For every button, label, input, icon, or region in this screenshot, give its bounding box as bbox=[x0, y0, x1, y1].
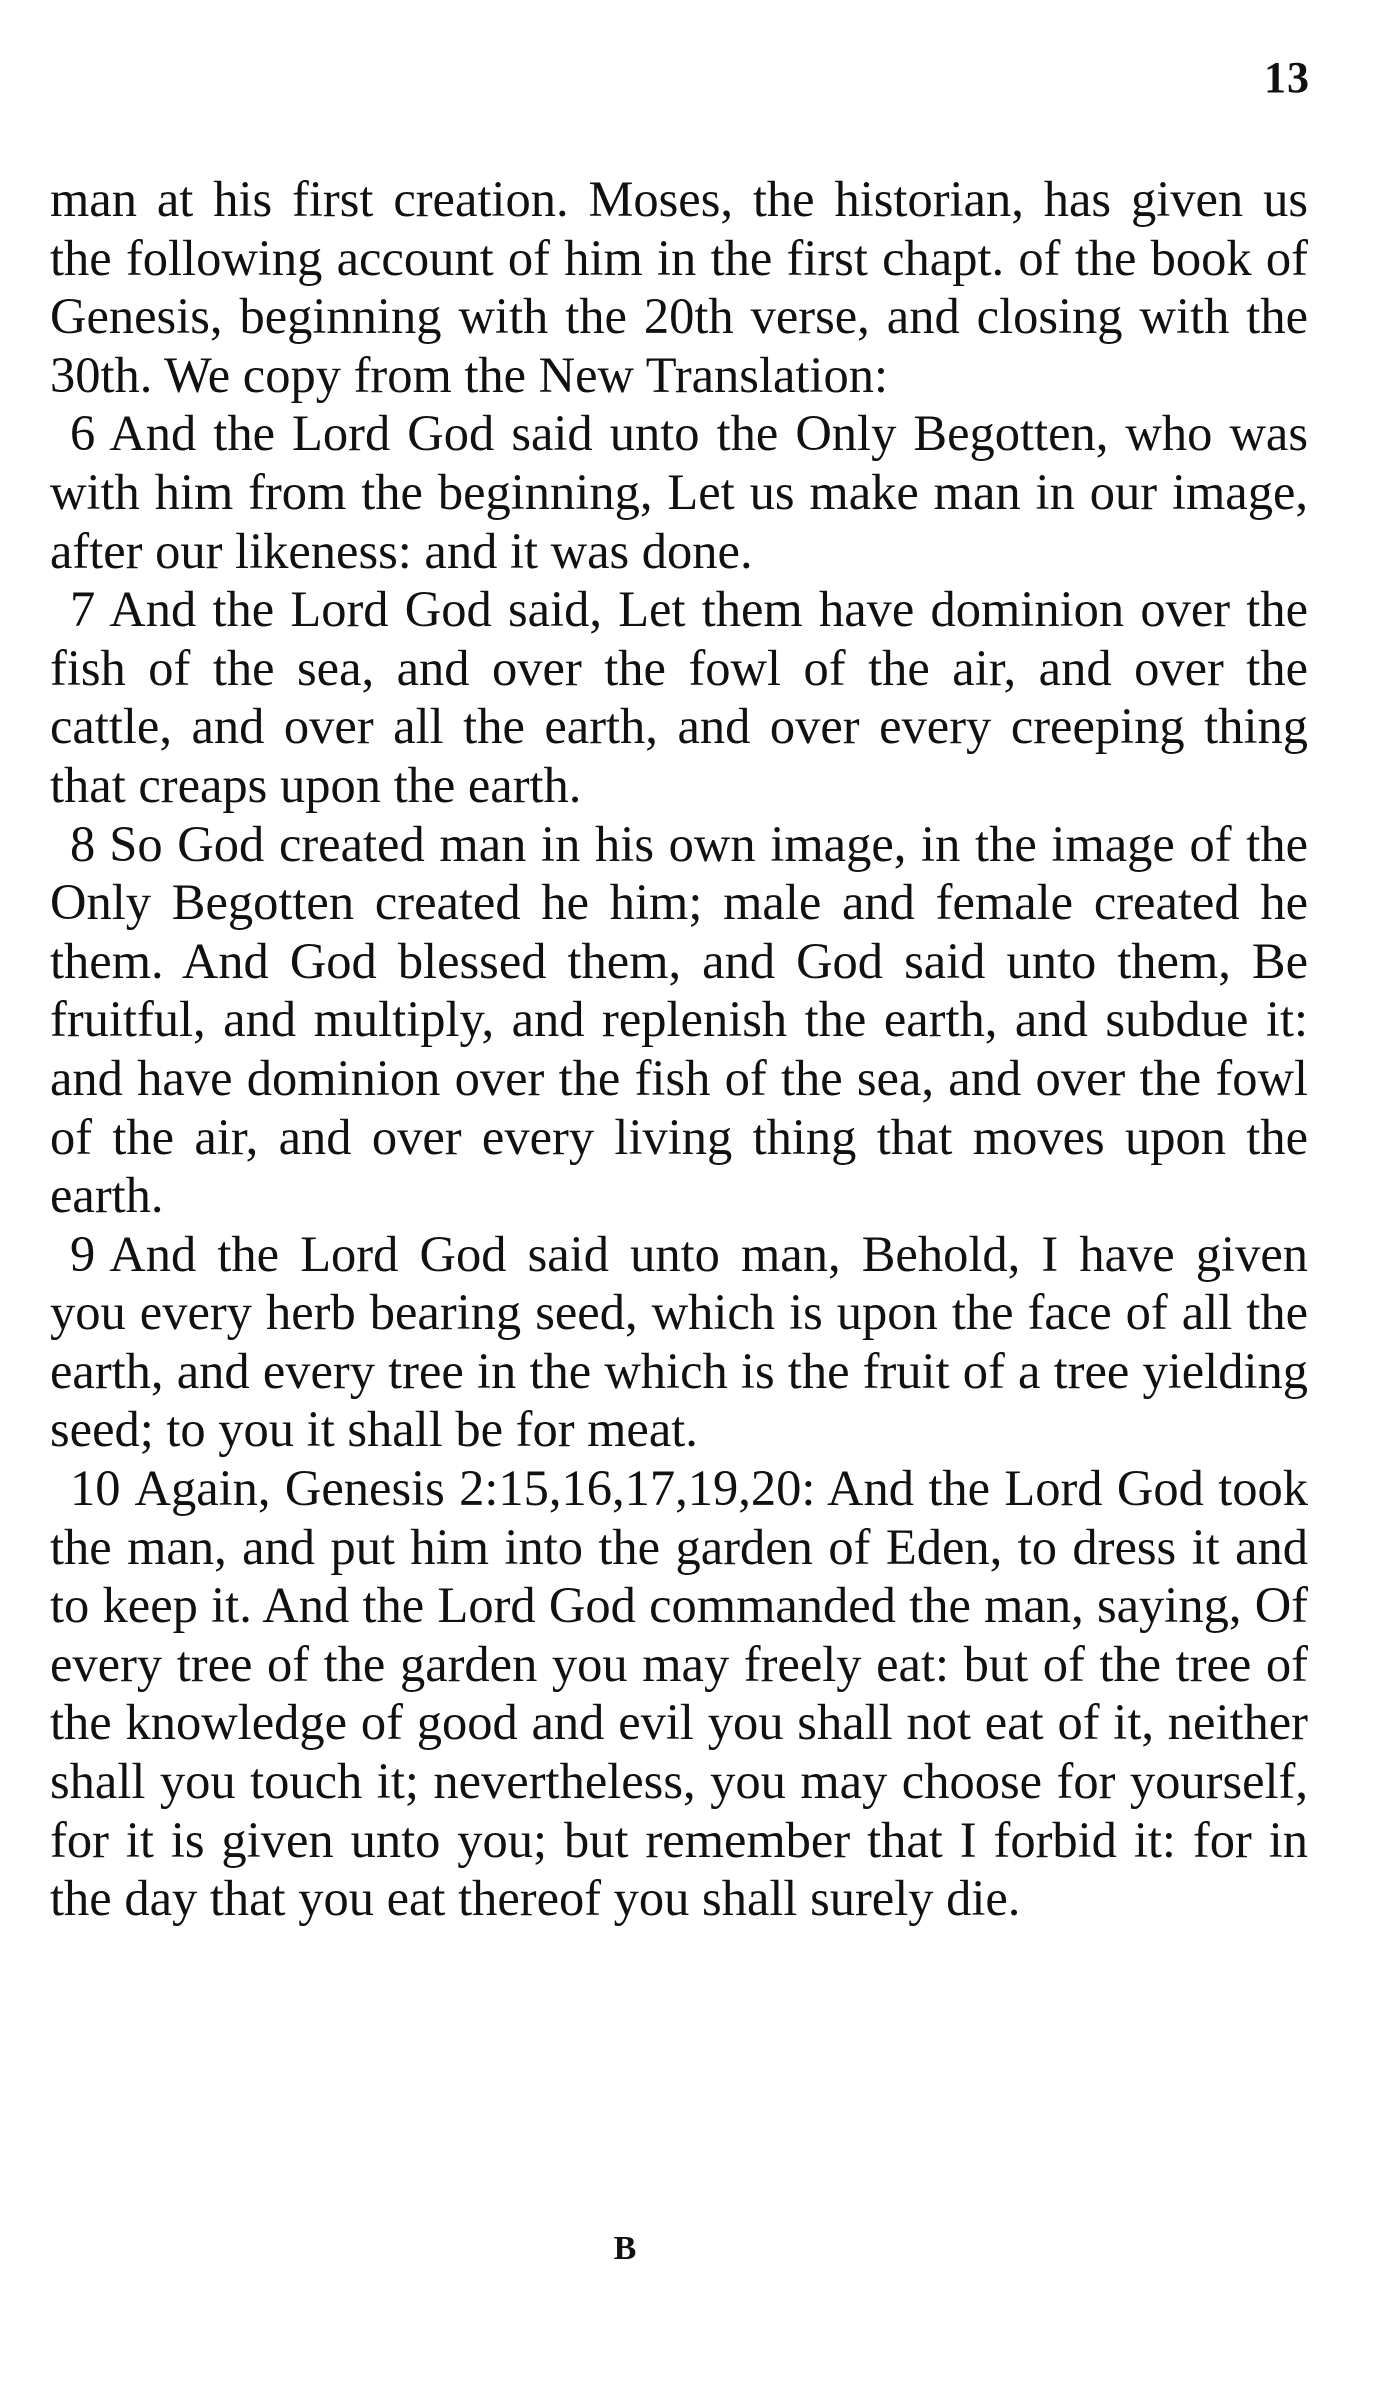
verse-text: And the Lord God said unto the Only Begotten, who was with him from the beginning, Let us make man in our image, after our likeness: and it was done. bbox=[50, 405, 1308, 579]
verse-text: So God created man in his own image, in the image of the Only Begotten created he him; male and female created he them. And God blessed them, and God said unto them, Be fruitful, and multiply, and replenish the earth, and subdue it: and have dominion over the fish of the sea, and over the fowl of the air, and over every living thing that moves upon the earth. bbox=[50, 815, 1308, 1224]
paragraph-intro bbox=[50, 170, 1308, 404]
body-text bbox=[50, 170, 1308, 1928]
verse-7 bbox=[50, 580, 1308, 814]
verse-text: Again, Genesis 2:15,16,17,19,20: And the Lord God took the man, and put him into the garden of Eden, to dress it and to keep it. And the Lord God commanded the man, saying, Of every tree of the garden you may freely eat: but of the tree of the knowledge of good and evil you shall not eat of it, neither shall you touch it; nevertheless, you may choose for yourself, for it is given unto you; but remember that I forbid it: for in the day that you eat thereof you shall surely die. bbox=[50, 1460, 1308, 1927]
verse-number: 7 bbox=[70, 581, 96, 638]
paragraph-text: man at his first creation. Moses, the historian, has given us the following account of him in the first chapt. of the book of Genesis, beginning with the 20th verse, and closing with the 30th. We copy from the New Translation: bbox=[50, 171, 1308, 403]
verse-8 bbox=[50, 815, 1308, 1225]
verse-9 bbox=[50, 1225, 1308, 1459]
verse-text: And the Lord God said, Let them have dominion over the fish of the sea, and over the fowl of the air, and over the cattle, and over all the earth, and over every creeping thing that creaps upon the earth. bbox=[50, 581, 1308, 813]
signature-mark: B bbox=[613, 2230, 637, 2267]
verse-number: 6 bbox=[70, 405, 96, 462]
page-number: 13 bbox=[1264, 53, 1310, 102]
verse-number: 8 bbox=[70, 815, 96, 872]
verse-text: And the Lord God said unto man, Behold, I have given you every herb bearing seed, which is upon the face of all the earth, and every tree in the which is the fruit of a tree yielding seed; to you it shall be for meat. bbox=[50, 1225, 1308, 1458]
verse-10 bbox=[50, 1459, 1308, 1928]
verse-number: 10 bbox=[70, 1460, 121, 1517]
verse-number: 9 bbox=[70, 1225, 96, 1282]
verse-6 bbox=[50, 404, 1308, 580]
